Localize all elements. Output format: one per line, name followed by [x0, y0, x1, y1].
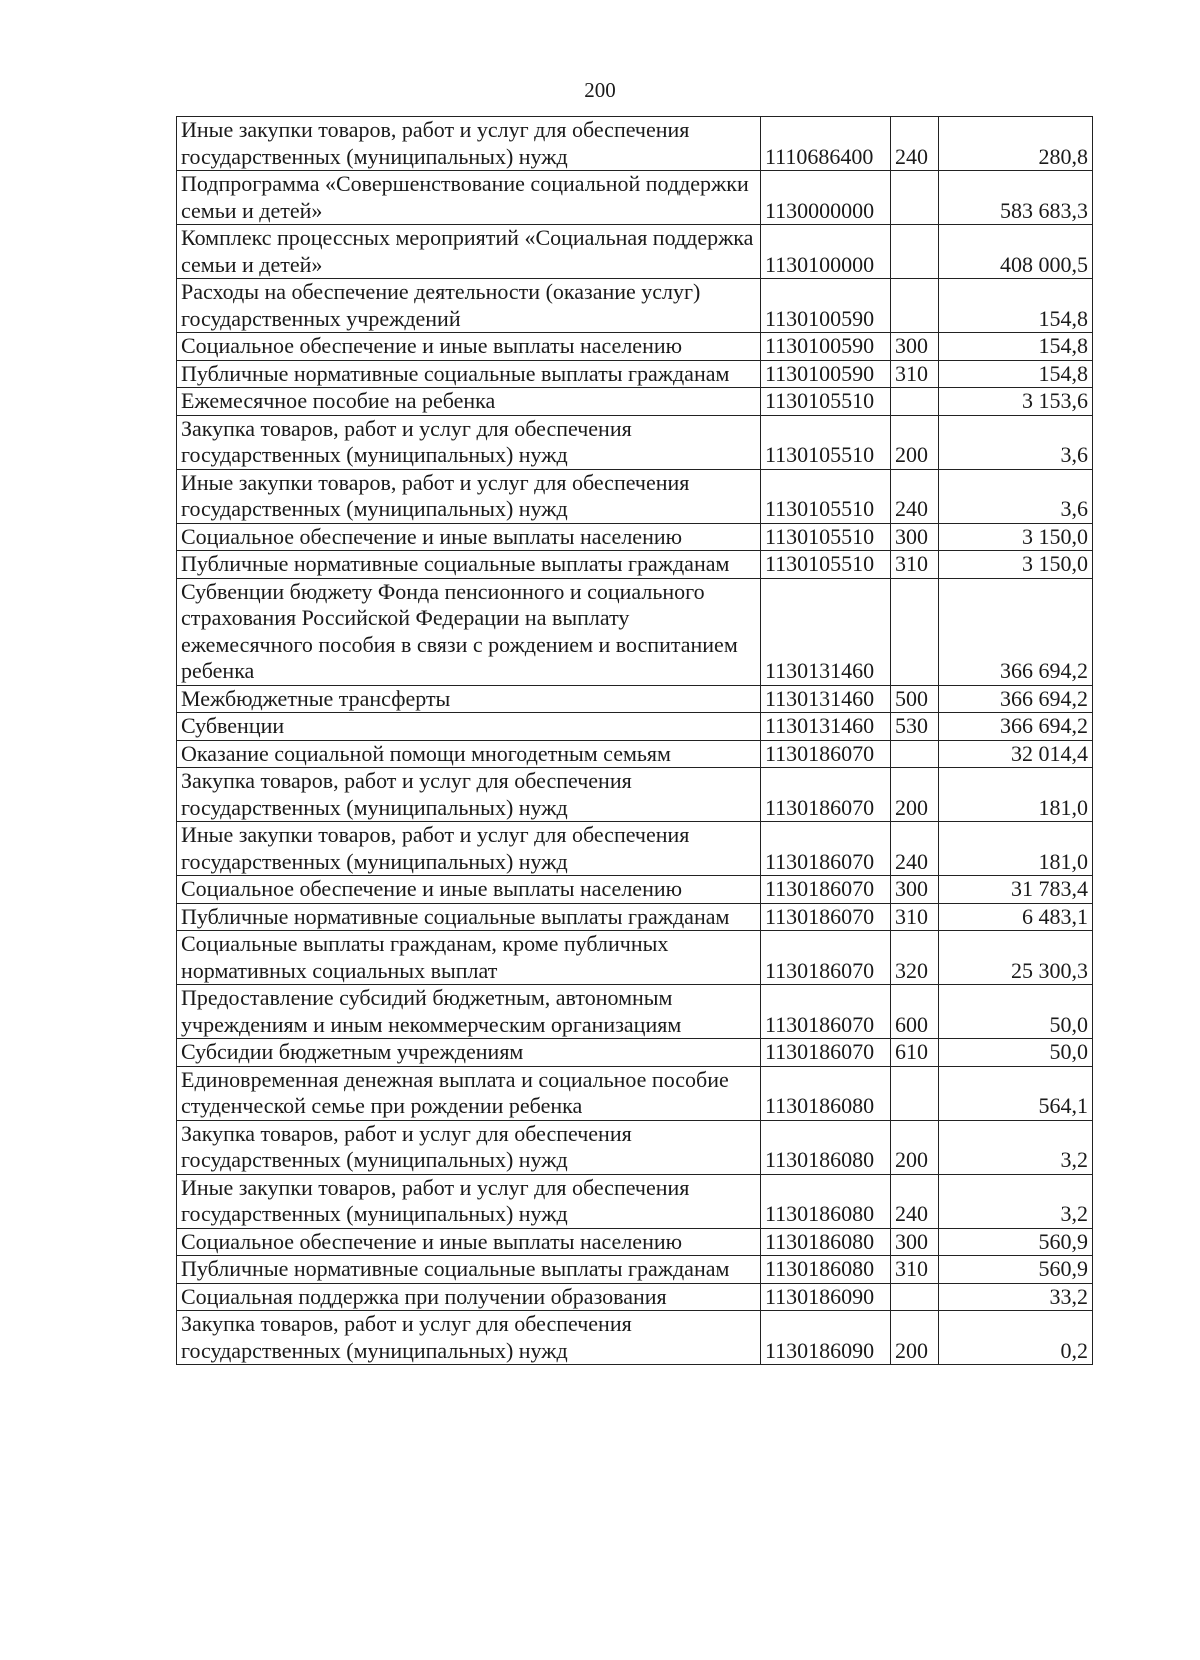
table-row: [177, 931, 1093, 985]
expense-type-cell: 310: [891, 360, 939, 388]
amount-cell: 280,8: [939, 117, 1093, 171]
item-name-cell: Закупка товаров, работ и услуг для обеспечения государственных (муниципальных) нужд: [177, 1311, 761, 1365]
item-name-cell: Закупка товаров, работ и услуг для обеспечения государственных (муниципальных) нужд: [177, 768, 761, 822]
table-row: [177, 551, 1093, 579]
target-code-cell: 1130186070: [761, 740, 891, 768]
target-code-cell: 1130100590: [761, 360, 891, 388]
item-name-cell: Публичные нормативные социальные выплаты гражданам: [177, 551, 761, 579]
target-code-cell: 1130186090: [761, 1311, 891, 1365]
expense-type-cell: [891, 1066, 939, 1120]
target-code-cell: 1130186080: [761, 1256, 891, 1284]
amount-cell: 564,1: [939, 1066, 1093, 1120]
item-name-cell: Социальное обеспечение и иные выплаты населению: [177, 876, 761, 904]
item-name-cell: Предоставление субсидий бюджетным, автономным учреждениям и иным некоммерческим организациям: [177, 985, 761, 1039]
expense-type-cell: [891, 578, 939, 685]
expense-type-cell: 300: [891, 523, 939, 551]
amount-cell: 50,0: [939, 1039, 1093, 1067]
expense-type-cell: [891, 225, 939, 279]
table-row: [177, 171, 1093, 225]
item-name-cell: Социальное обеспечение и иные выплаты населению: [177, 523, 761, 551]
target-code-cell: 1130186070: [761, 903, 891, 931]
amount-cell: 154,8: [939, 279, 1093, 333]
expense-type-cell: 500: [891, 685, 939, 713]
table-row: [177, 1283, 1093, 1311]
expense-type-cell: 300: [891, 1228, 939, 1256]
item-name-cell: Оказание социальной помощи многодетным семьям: [177, 740, 761, 768]
budget-table-body: [177, 117, 1093, 1365]
expense-type-cell: 240: [891, 469, 939, 523]
table-row: [177, 117, 1093, 171]
table-row: [177, 360, 1093, 388]
item-name-cell: Единовременная денежная выплата и социальное пособие студенческой семье при рождении ребенка: [177, 1066, 761, 1120]
table-row: [177, 388, 1093, 416]
table-row: [177, 1228, 1093, 1256]
expense-type-cell: 600: [891, 985, 939, 1039]
target-code-cell: 1130100000: [761, 225, 891, 279]
table-row: [177, 876, 1093, 904]
expense-type-cell: [891, 279, 939, 333]
item-name-cell: Иные закупки товаров, работ и услуг для обеспечения государственных (муниципальных) нужд: [177, 1174, 761, 1228]
target-code-cell: 1130186080: [761, 1228, 891, 1256]
item-name-cell: Субвенции: [177, 713, 761, 741]
table-row: [177, 822, 1093, 876]
target-code-cell: 1130186070: [761, 1039, 891, 1067]
expense-type-cell: 310: [891, 903, 939, 931]
amount-cell: 33,2: [939, 1283, 1093, 1311]
expense-type-cell: [891, 388, 939, 416]
amount-cell: 32 014,4: [939, 740, 1093, 768]
item-name-cell: Публичные нормативные социальные выплаты гражданам: [177, 360, 761, 388]
target-code-cell: 1130186070: [761, 931, 891, 985]
table-row: [177, 1066, 1093, 1120]
target-code-cell: 1130105510: [761, 415, 891, 469]
target-code-cell: 1130131460: [761, 685, 891, 713]
target-code-cell: 1130105510: [761, 469, 891, 523]
expense-type-cell: [891, 1283, 939, 1311]
amount-cell: 25 300,3: [939, 931, 1093, 985]
amount-cell: 154,8: [939, 360, 1093, 388]
amount-cell: 31 783,4: [939, 876, 1093, 904]
item-name-cell: Расходы на обеспечение деятельности (оказание услуг) государственных учреждений: [177, 279, 761, 333]
item-name-cell: Межбюджетные трансферты: [177, 685, 761, 713]
amount-cell: 6 483,1: [939, 903, 1093, 931]
table-row: [177, 768, 1093, 822]
target-code-cell: 1130186080: [761, 1120, 891, 1174]
target-code-cell: 1130186070: [761, 822, 891, 876]
table-row: [177, 713, 1093, 741]
expense-type-cell: 320: [891, 931, 939, 985]
expense-type-cell: 200: [891, 1311, 939, 1365]
amount-cell: 583 683,3: [939, 171, 1093, 225]
amount-cell: 408 000,5: [939, 225, 1093, 279]
target-code-cell: 1130100590: [761, 279, 891, 333]
expense-type-cell: 530: [891, 713, 939, 741]
table-row: [177, 333, 1093, 361]
target-code-cell: 1130105510: [761, 523, 891, 551]
target-code-cell: 1130100590: [761, 333, 891, 361]
target-code-cell: 1130186070: [761, 876, 891, 904]
item-name-cell: Публичные нормативные социальные выплаты гражданам: [177, 1256, 761, 1284]
amount-cell: 366 694,2: [939, 685, 1093, 713]
expense-type-cell: 240: [891, 822, 939, 876]
table-row: [177, 1120, 1093, 1174]
amount-cell: 366 694,2: [939, 578, 1093, 685]
expense-type-cell: [891, 740, 939, 768]
table-row: [177, 740, 1093, 768]
table-row: [177, 685, 1093, 713]
item-name-cell: Закупка товаров, работ и услуг для обеспечения государственных (муниципальных) нужд: [177, 1120, 761, 1174]
amount-cell: 560,9: [939, 1228, 1093, 1256]
target-code-cell: 1130186070: [761, 985, 891, 1039]
expense-type-cell: 200: [891, 1120, 939, 1174]
target-code-cell: 1130105510: [761, 551, 891, 579]
table-row: [177, 985, 1093, 1039]
target-code-cell: 1130186090: [761, 1283, 891, 1311]
amount-cell: 3 153,6: [939, 388, 1093, 416]
target-code-cell: 1130000000: [761, 171, 891, 225]
table-row: [177, 225, 1093, 279]
expense-type-cell: 310: [891, 1256, 939, 1284]
table-row: [177, 1256, 1093, 1284]
budget-table: [176, 116, 1093, 1365]
table-row: [177, 578, 1093, 685]
target-code-cell: 1110686400: [761, 117, 891, 171]
table-row: [177, 523, 1093, 551]
table-row: [177, 1039, 1093, 1067]
table-row: [177, 415, 1093, 469]
amount-cell: 154,8: [939, 333, 1093, 361]
target-code-cell: 1130186080: [761, 1066, 891, 1120]
item-name-cell: Субсидии бюджетным учреждениям: [177, 1039, 761, 1067]
amount-cell: 3,2: [939, 1120, 1093, 1174]
expense-type-cell: 300: [891, 333, 939, 361]
expense-type-cell: 200: [891, 768, 939, 822]
target-code-cell: 1130131460: [761, 578, 891, 685]
amount-cell: 0,2: [939, 1311, 1093, 1365]
table-row: [177, 1311, 1093, 1365]
target-code-cell: 1130186080: [761, 1174, 891, 1228]
amount-cell: 3,6: [939, 415, 1093, 469]
item-name-cell: Иные закупки товаров, работ и услуг для обеспечения государственных (муниципальных) нужд: [177, 469, 761, 523]
item-name-cell: Социальная поддержка при получении образования: [177, 1283, 761, 1311]
item-name-cell: Закупка товаров, работ и услуг для обеспечения государственных (муниципальных) нужд: [177, 415, 761, 469]
item-name-cell: Ежемесячное пособие на ребенка: [177, 388, 761, 416]
item-name-cell: Подпрограмма «Совершенствование социальной поддержки семьи и детей»: [177, 171, 761, 225]
item-name-cell: Иные закупки товаров, работ и услуг для обеспечения государственных (муниципальных) нужд: [177, 117, 761, 171]
expense-type-cell: 240: [891, 117, 939, 171]
item-name-cell: Социальные выплаты гражданам, кроме публичных нормативных социальных выплат: [177, 931, 761, 985]
amount-cell: 3 150,0: [939, 551, 1093, 579]
expense-type-cell: 240: [891, 1174, 939, 1228]
item-name-cell: Иные закупки товаров, работ и услуг для обеспечения государственных (муниципальных) нужд: [177, 822, 761, 876]
table-row: [177, 279, 1093, 333]
expense-type-cell: 610: [891, 1039, 939, 1067]
item-name-cell: Публичные нормативные социальные выплаты гражданам: [177, 903, 761, 931]
item-name-cell: Комплекс процессных мероприятий «Социальная поддержка семьи и детей»: [177, 225, 761, 279]
table-row: [177, 1174, 1093, 1228]
target-code-cell: 1130186070: [761, 768, 891, 822]
amount-cell: 560,9: [939, 1256, 1093, 1284]
amount-cell: 366 694,2: [939, 713, 1093, 741]
amount-cell: 181,0: [939, 768, 1093, 822]
expense-type-cell: 200: [891, 415, 939, 469]
target-code-cell: 1130105510: [761, 388, 891, 416]
item-name-cell: Субвенции бюджету Фонда пенсионного и социального страхования Российской Федерации на выплату ежемесячного пособия в связи с рождением и воспитанием ребенка: [177, 578, 761, 685]
amount-cell: 3,2: [939, 1174, 1093, 1228]
amount-cell: 50,0: [939, 985, 1093, 1039]
item-name-cell: Социальное обеспечение и иные выплаты населению: [177, 333, 761, 361]
amount-cell: 181,0: [939, 822, 1093, 876]
amount-cell: 3,6: [939, 469, 1093, 523]
amount-cell: 3 150,0: [939, 523, 1093, 551]
expense-type-cell: 310: [891, 551, 939, 579]
item-name-cell: Социальное обеспечение и иные выплаты населению: [177, 1228, 761, 1256]
expense-type-cell: 300: [891, 876, 939, 904]
target-code-cell: 1130131460: [761, 713, 891, 741]
table-row: [177, 469, 1093, 523]
expense-type-cell: [891, 171, 939, 225]
table-row: [177, 903, 1093, 931]
page-number: 200: [584, 78, 616, 102]
